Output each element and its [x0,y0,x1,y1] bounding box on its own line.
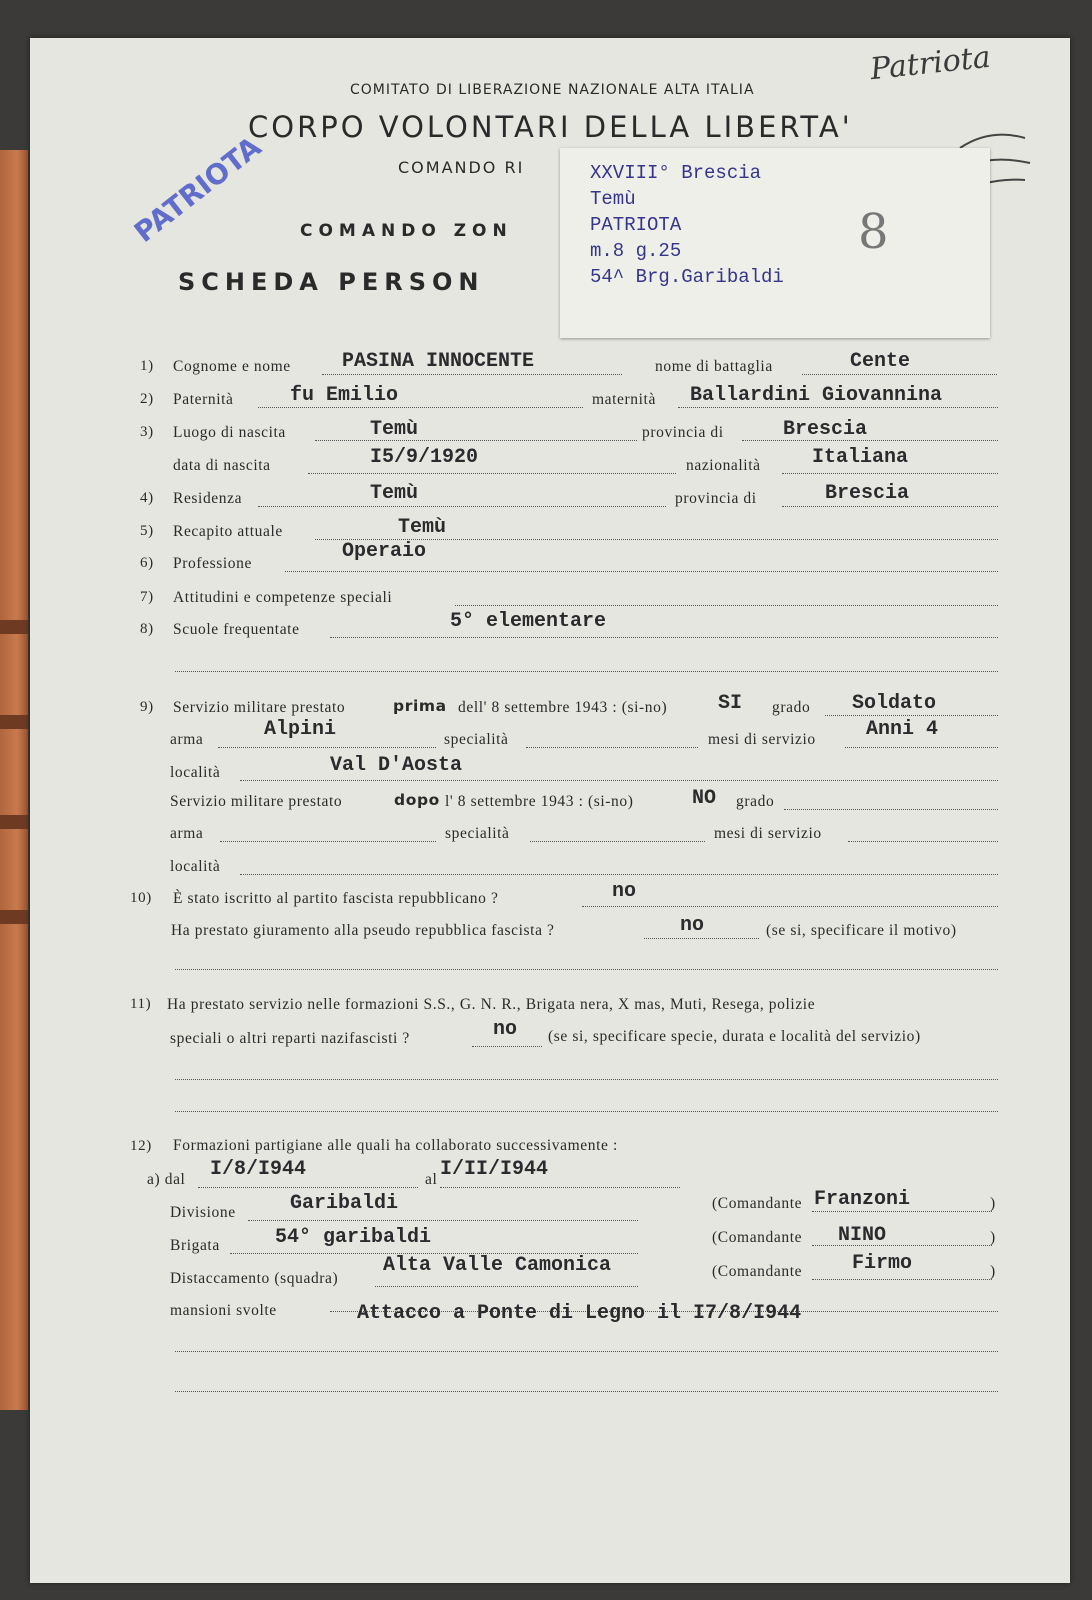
field-2-number: 2) [140,391,154,407]
handwritten-signature: Patriota [868,39,993,88]
strip-line-3: PATRIOTA [590,214,682,236]
field-11-line-extra-2 [175,1110,998,1112]
field-3b-line [308,472,676,474]
document-sheet [30,38,1070,1583]
field-8-line-extra [175,670,998,672]
field-12-brigata-label: Brigata [170,1237,220,1254]
field-12-number: 12) [130,1138,152,1154]
field-12-comandante-div: Franzoni [814,1188,911,1211]
field-3b-line2 [782,472,998,474]
field-8-line [330,636,998,638]
field-10-label2: Ha prestato giuramento alla pseudo repubblica fascista ? [171,922,555,939]
field-10-label: È stato iscritto al partito fascista repubblicano ? [173,890,499,907]
field-10-number: 10) [130,890,152,906]
field-10-line-extra [175,968,998,970]
field-9-value: SI [718,692,743,715]
field-9-mesi-label: mesi di servizio [708,731,816,748]
page-title: CORPO VOLONTARI DELLA LIBERTA' [248,110,853,144]
field-12-comandante-label-3: (Comandante [712,1263,803,1280]
field-6-label: Professione [173,555,252,572]
field-12-line-extra-1 [175,1350,998,1352]
field-1-number: 1) [140,358,154,374]
field-9-arma-label: arma [170,731,204,748]
field-11-number: 11) [130,996,152,1012]
field-10-note2: (se si, specificare il motivo) [766,922,957,939]
field-3b-value: I5/9/1920 [370,446,479,469]
field-1-label2: nome di battaglia [655,358,773,375]
field-12-comandante-dist: Firmo [852,1252,913,1275]
field-10-line [582,905,998,907]
field-4-label2: provincia di [675,490,757,507]
field-9-specialita-label: specialità [444,731,509,748]
field-12-comandante-brig: NINO [838,1224,887,1247]
field-11-value: no [493,1018,518,1041]
field-10-line2 [644,937,759,939]
field-9-bold: prima [393,697,447,715]
field-9b-localita-line [240,873,998,875]
field-10-value: no [612,880,637,903]
field-4-line [258,505,666,507]
field-12-line-extra-2 [175,1390,998,1392]
field-9-arma: Alpini [264,718,337,741]
field-12-comandante-label-2: (Comandante [712,1229,803,1246]
field-3-label2: provincia di [642,424,724,441]
field-12-comandante-label-1: (Comandante [712,1195,803,1212]
strip-line-1: XXVIII° Brescia [590,162,762,184]
field-12-divisione-label: Divisione [170,1204,236,1221]
field-11-note: (se si, specificare specie, durata e località del servizio) [548,1028,921,1045]
field-3-line2 [742,439,998,441]
field-3-line [315,439,637,441]
field-12-close-paren-2: ) [990,1229,996,1246]
field-9b-arma-line [220,840,436,842]
field-3-value: Temù [370,418,419,441]
org-line: COMITATO DI LIBERAZIONE NAZIONALE ALTA ITALIA [350,82,755,98]
field-11-line-extra-1 [175,1078,998,1080]
field-4-line2 [782,505,998,507]
field-1-line2 [802,373,997,375]
field-4-number: 4) [140,490,154,506]
field-6-line [285,570,998,572]
field-9-grado: Soldato [852,692,937,715]
field-9b-specialita-label: specialità [445,825,510,842]
field-8-value: 5° elementare [450,610,607,633]
field-12-al-line [440,1186,680,1188]
field-9-arma-line [218,746,436,748]
field-9b-mesi-line [848,840,998,842]
field-7-number: 7) [140,589,154,605]
field-12-al-label: al [425,1171,438,1188]
field-4-label: Residenza [173,490,243,507]
field-12-a-label: a) dal [147,1171,186,1188]
field-4-value: Temù [370,482,419,505]
field-1-line [322,373,622,375]
field-7-label: Attitudini e competenze speciali [173,589,393,606]
field-9-label-a: Servizio militare prestato [173,699,346,716]
field-3b-value2: Italiana [812,446,909,469]
label-strip [560,148,990,338]
field-1-value2: Cente [850,350,911,373]
handwritten-mark: 8 [858,204,889,260]
field-3b-label: data di nascita [173,457,271,474]
field-9b-grado-line [784,808,998,810]
field-9b-localita-label: località [170,858,221,875]
field-4-value2: Brescia [825,482,910,505]
field-11-line2: speciali o altri reparti nazifascisti ? [170,1030,410,1047]
field-3-label: Luogo di nascita [173,424,286,441]
field-12-close-paren-1: ) [990,1195,996,1212]
field-12-brigata: 54° garibaldi [275,1226,432,1249]
binder-edge [0,150,28,1410]
field-2-value2: Ballardini Giovannina [690,384,943,407]
field-5-number: 5) [140,523,154,539]
field-9-number: 9) [140,699,154,715]
field-12-comandante-line-3 [812,1278,992,1280]
field-9b-label-a: Servizio militare prestato [170,793,343,810]
field-2-label: Paternità [173,391,234,408]
field-9-localita-line [240,779,998,781]
field-5-label: Recapito attuale [173,523,283,540]
field-3-number: 3) [140,424,154,440]
field-1-value: PASINA INNOCENTE [342,350,535,373]
field-9b-specialita-line [530,840,705,842]
strip-line-4: m.8 g.25 [590,240,682,262]
field-3b-label2: nazionalità [686,457,761,474]
field-9-specialita-line [526,746,698,748]
strip-line-2: Temù [590,188,636,210]
strip-line-5: 54^ Brg.Garibaldi [590,266,784,288]
field-12-divisione-line [248,1219,638,1221]
field-12-dal: I/8/I944 [210,1158,307,1181]
field-12-mansioni: Attacco a Ponte di Legno il I7/8/I944 [357,1302,802,1325]
field-6-number: 6) [140,555,154,571]
field-9-localita: Val D'Aosta [330,754,463,777]
field-9-grado-label: grado [772,699,811,716]
field-9-mesi-line [845,746,998,748]
field-9b-label-b: l' 8 settembre 1943 : (si-no) [445,793,634,810]
field-1-label: Cognome e nome [173,358,291,375]
field-9b-mesi-label: mesi di servizio [714,825,822,842]
field-9-localita-label: località [170,764,221,781]
field-12-dal-line [198,1186,418,1188]
field-2-label2: maternità [592,391,656,408]
comando-regionale: COMANDO RI [398,158,525,177]
field-6-value: Operaio [342,540,427,563]
patriota-stamp: PATRIOTA [128,130,268,250]
field-9b-bold: dopo [394,791,440,809]
field-12-label: Formazioni partigiane alle quali ha collaborato successivamente : [173,1137,618,1154]
field-8-label: Scuole frequentate [173,621,300,638]
field-12-distaccamento-label: Distaccamento (squadra) [170,1270,339,1287]
field-12-divisione: Garibaldi [290,1192,399,1215]
comando-zona: COMANDO ZON [300,221,513,241]
field-12-close-paren-3: ) [990,1263,996,1280]
field-3-value2: Brescia [783,418,868,441]
field-9b-arma-label: arma [170,825,204,842]
field-12-al: I/II/I944 [440,1158,549,1181]
field-2-value: fu Emilio [290,384,399,407]
field-9-mesi: Anni 4 [866,718,939,741]
scheda-title: SCHEDA PERSON [178,268,485,296]
field-12-distaccamento: Alta Valle Camonica [383,1254,612,1277]
field-8-number: 8) [140,621,154,637]
field-9b-value: NO [692,787,717,810]
field-5-value: Temù [398,516,447,539]
field-10-value2: no [680,914,705,937]
field-11-answer-line [472,1045,542,1047]
field-9b-grado-label: grado [736,793,775,810]
field-7-line [455,604,998,606]
field-12-distaccamento-line [375,1285,638,1287]
field-11-line1: Ha prestato servizio nelle formazioni S.S., G. N. R., Brigata nera, X mas, Muti, Resega, polizie [167,996,816,1013]
field-12-mansioni-label: mansioni svolte [170,1302,277,1319]
field-9-label-b: dell' 8 settembre 1943 : (si-no) [458,699,668,716]
